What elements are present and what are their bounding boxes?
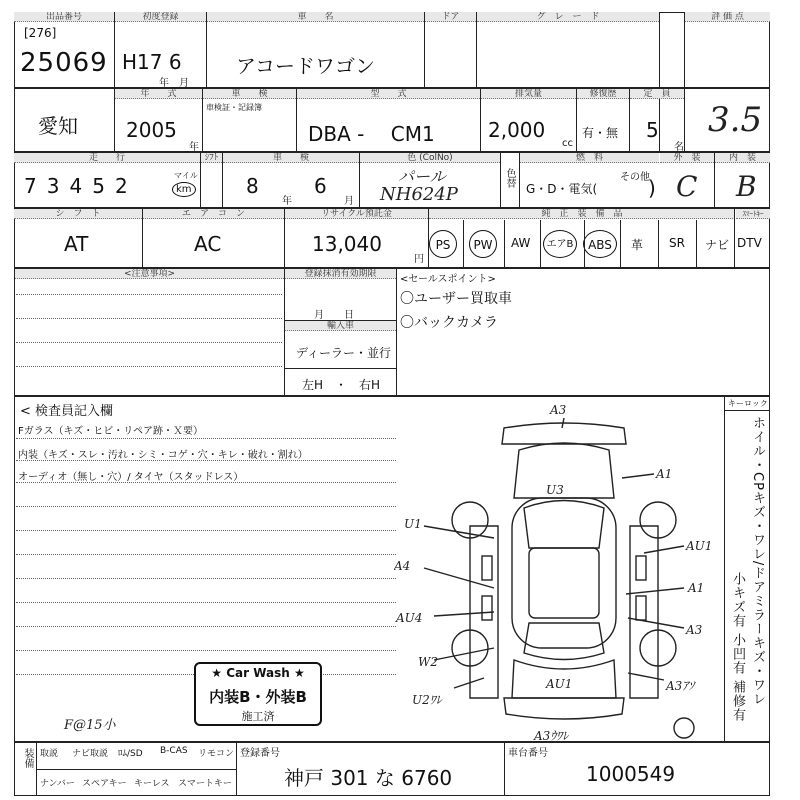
inspector-line-glass: Fガラス（キズ・ヒビ・リペア跡・Ｘ要）: [18, 426, 204, 437]
label-u2: U2ﾜﾚ: [412, 693, 442, 707]
label-a3-right: A3: [686, 623, 703, 637]
km-label: km: [172, 182, 196, 197]
car-wash-done: 施工済: [241, 710, 275, 723]
capacity-header: 定 員: [630, 89, 684, 99]
label-a3-rear: A3ｳﾜﾚ: [534, 729, 569, 742]
shaken-year-unit: 年: [282, 196, 292, 207]
attachment-header: 装備: [22, 748, 33, 768]
shaken-header: 車 検: [223, 153, 359, 163]
car-wash-title: ★ Car Wash ★: [211, 666, 305, 680]
recycle-fee: 13,040: [312, 232, 382, 256]
attach-manual: 取説: [40, 749, 59, 759]
reg-unit: 年 月: [159, 78, 189, 89]
attach-plate: ナンバー: [40, 779, 75, 789]
sales-points-header: <セールスポイント>: [400, 274, 496, 285]
notes-header: <注意事項>: [15, 269, 284, 279]
plate-number: 神戸 301 な 6760: [284, 766, 453, 790]
interior-header: 内 装: [715, 153, 770, 163]
import-type: ディーラー・並行: [296, 346, 392, 360]
mileage-header: 走 行: [14, 153, 200, 163]
mile-label: マイル: [174, 171, 198, 180]
equip-sr: SR: [669, 236, 685, 250]
inspection-header: 車 検: [203, 89, 296, 99]
cc-header: 排気量: [481, 89, 576, 99]
sales-point-1: 〇ユーザー買取車: [400, 291, 512, 307]
car-wash-stamp: [194, 662, 322, 726]
attach-spare-key: スペアキー: [82, 779, 127, 789]
label-a3-front: A3: [550, 403, 567, 417]
inspector-line-audio: オーディオ（無し・穴）/ タイヤ（スタッドレス）: [18, 472, 244, 483]
label-a1-front: A1: [656, 467, 673, 481]
year-unit: 年: [189, 142, 199, 153]
label-u3: U3: [546, 483, 564, 497]
shaken-month-unit: 月: [344, 196, 354, 207]
equipment-list: [429, 224, 770, 268]
equip-dtv: DTV: [737, 236, 762, 250]
score-header: 評 価 点: [685, 12, 770, 22]
equip-navi: ナビ: [705, 238, 730, 252]
reg-header: 初度登録: [115, 12, 206, 22]
chassis-number: 1000549: [586, 762, 676, 786]
region: 愛知: [38, 114, 78, 138]
ac-header: エ ア コ ン: [143, 209, 284, 219]
type-code: DBA - CM1: [308, 122, 435, 146]
inspector-hand-note: F@15小: [64, 718, 116, 733]
label-a1-right: A1: [688, 581, 705, 595]
lot-header: 出品番号: [14, 12, 114, 22]
model-year: 2005: [126, 118, 177, 142]
attach-rom-sd: ﾛﾑ/SD: [118, 749, 143, 759]
shift-header: シ フ ト: [14, 209, 142, 219]
car-name: アコードワゴン: [236, 54, 375, 78]
shaken-month: 6: [314, 174, 327, 198]
right-rear-window: [636, 596, 646, 620]
inspector-title: < 検査員記入欄: [20, 404, 114, 419]
attach-bcas: B-CAS: [160, 746, 188, 756]
shift-value: AT: [64, 232, 89, 256]
car-wash-grade: 内装B・外装B: [209, 688, 307, 706]
smartkey-header: ｽﾏｰﾄｷｰ: [736, 209, 770, 219]
fuel-other: その他: [620, 172, 650, 183]
equip-leather: 革: [631, 238, 644, 252]
color-code: NH624P: [380, 184, 458, 205]
history-header: 修復歴: [577, 89, 629, 99]
auction-sheet: [14, 12, 770, 796]
model-year-header: 年 式: [115, 89, 202, 99]
score-value: 3.5: [708, 100, 763, 140]
front-bumper-outline: [502, 423, 626, 444]
label-au4: AU4: [396, 611, 423, 625]
steering-side: 左H ・ 右H: [302, 378, 381, 392]
color-header: 色 (ColNo): [360, 153, 500, 163]
equip-airbag: エアB: [543, 230, 577, 258]
equip-ps: PS: [429, 230, 457, 258]
lot-number: 25069: [20, 48, 108, 78]
left-front-window: [482, 556, 492, 580]
rear-bumper-outline: [504, 698, 624, 719]
attach-keyless: キーレス: [134, 779, 170, 789]
chassis-header: 車台番号: [508, 748, 548, 759]
mileage-digits: 73452: [24, 174, 138, 198]
keylock-header: キーロック: [728, 399, 768, 408]
capacity: 5: [646, 118, 659, 142]
grade-header: グ レ ー ド: [477, 12, 659, 22]
roof-outline: [529, 548, 599, 618]
ac-value: AC: [194, 232, 222, 256]
car-name-header: 車 名: [207, 12, 424, 22]
label-w2: W2: [418, 655, 438, 669]
fuel-type: G・D・電気(: [526, 182, 598, 196]
sales-point-2: 〇バックカメラ: [400, 315, 498, 331]
label-u1: U1: [404, 517, 422, 531]
exterior-header: 外 装: [660, 153, 714, 163]
cabin-outline: [512, 498, 616, 648]
label-au1-rear: AU1: [546, 677, 573, 691]
equipment-header: 純 正 装 備 品: [429, 209, 735, 219]
car-damage-diagram: [394, 398, 724, 742]
left-rear-window: [482, 596, 492, 620]
inspection-note: 車検証・記録簿: [206, 103, 262, 112]
import-header: 輸入車: [285, 321, 396, 331]
door-header: ドア: [425, 12, 476, 22]
label-a3-rear-right: A3ｱｿ: [666, 679, 695, 693]
row-5: [14, 268, 770, 396]
windshield-outline: [524, 501, 604, 549]
exterior-grade: C: [676, 170, 698, 203]
interior-grade: B: [736, 170, 757, 203]
equip-aw: AW: [511, 236, 531, 250]
hood-outline: [514, 443, 614, 498]
lot-prefix: [276]: [24, 26, 57, 40]
deadline-unit: 月 日: [314, 310, 354, 321]
color-change: 色替: [504, 168, 515, 188]
repair-history: 有・無: [582, 126, 619, 140]
capacity-unit: 名: [674, 142, 684, 153]
rear-window-outline: [524, 623, 604, 660]
wheel-mirror-note: ホイル・CPキズ・ワレ/ドアミラーキズ・ワレ: [750, 416, 765, 707]
attach-remote: リモコン: [198, 749, 235, 759]
equip-pw: PW: [469, 230, 497, 258]
label-a4: A4: [394, 559, 411, 573]
shift-mini-header: ｼﾌﾄ: [201, 153, 222, 163]
type-header: 型 式: [297, 89, 480, 99]
inspector-line-interior: 内装（キズ・スレ・汚れ・シミ・コゲ・穴・キレ・破れ・割れ）: [18, 450, 308, 461]
attach-navi-manual: ナビ取説: [72, 749, 109, 759]
color-name: パール: [398, 167, 446, 186]
fuel-close: ): [648, 176, 656, 200]
plate-header: 登録番号: [240, 748, 280, 759]
label-au1-right: AU1: [686, 539, 713, 553]
cc-unit: cc: [562, 138, 573, 149]
recycle-header: リサイクル預託金: [285, 209, 428, 219]
first-registration: H17 6: [122, 50, 182, 74]
damage-legend: 小キズ有 小凹有 補修有: [730, 572, 745, 723]
fuel-header: 燃 料: [520, 153, 659, 163]
shaken-year: 8: [246, 174, 259, 198]
displacement: 2,000: [488, 118, 546, 142]
right-front-window: [636, 556, 646, 580]
attach-smart-key: スマートキー: [178, 779, 232, 789]
equip-abs: ABS: [583, 230, 617, 258]
spare-wheel: [674, 718, 694, 738]
recycle-unit: 円: [414, 254, 424, 265]
deadline-header: 登録抹消有効期限: [285, 269, 396, 279]
